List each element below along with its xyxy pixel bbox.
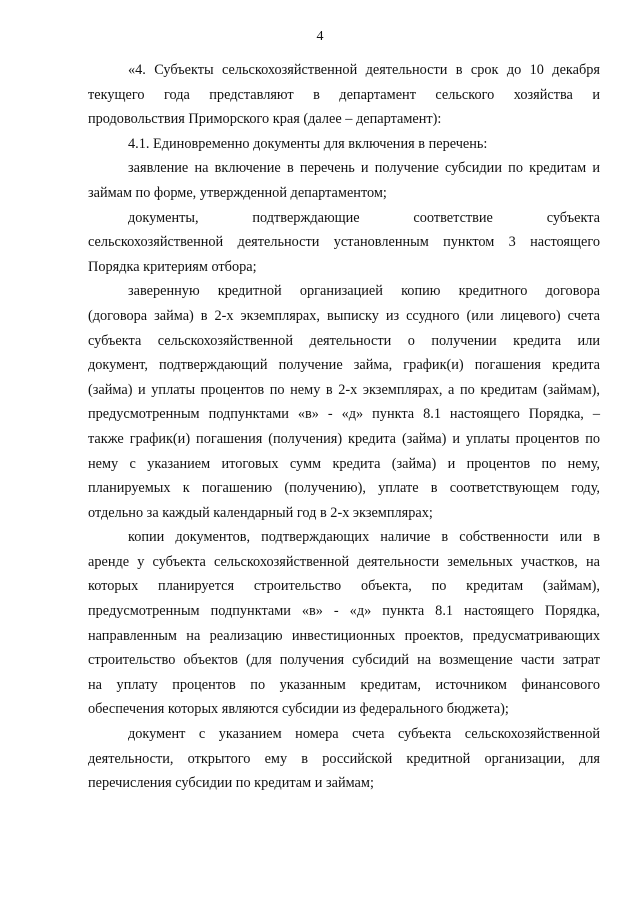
text-line: деятельности, открытого ему в российской кредитной организации, для xyxy=(88,750,600,767)
text-line: продовольствия Приморского края (далее – департамент): xyxy=(88,111,442,128)
paragraph xyxy=(88,206,600,280)
text-line: (договора займа) в 2-х экземплярах, выписку из ссудного (или лицевого) счета xyxy=(88,307,600,324)
text-line: документы, подтверждающие соответствие субъекта xyxy=(128,209,600,226)
text-line: строительство объектов (для получения субсидий на возмещение части затрат xyxy=(88,652,600,669)
text-line: которых планируется строительство объекта, по кредитам (займам), xyxy=(88,578,600,595)
text-line: перечисления субсидии по кредитам и займам; xyxy=(88,775,374,792)
text-line: нему с указанием итоговых сумм кредита (займа) и процентов по нему, xyxy=(88,455,600,472)
text-line: Порядка критериям отбора; xyxy=(88,258,257,275)
paragraph xyxy=(88,156,600,205)
text-line: также график(и) погашения (получения) кредита (займа) и уплаты процентов по xyxy=(88,430,600,447)
text-line: предусмотренным подпунктами «в» - «д» пункта 8.1 настоящего Порядка, – xyxy=(88,406,600,423)
paragraph xyxy=(88,722,600,796)
text-line: субъекта сельскохозяйственной деятельности о получении кредита или xyxy=(88,332,600,349)
text-line: текущего года представляют в департамент сельского хозяйства и xyxy=(88,86,600,103)
text-line: сельскохозяйственной деятельности установленным пунктом 3 настоящего xyxy=(88,234,600,251)
text-line: документ, подтверждающий получение займа, график(и) погашения кредита xyxy=(88,357,600,374)
text-line: направленным на реализацию инвестиционных проектов, предусматривающих xyxy=(88,627,600,644)
paragraph xyxy=(88,525,600,722)
text-line: предусмотренным подпунктами «в» - «д» пункта 8.1 настоящего Порядка, xyxy=(88,603,600,620)
text-line: «4. Субъекты сельскохозяйственной деятельности в срок до 10 декабря xyxy=(128,62,600,78)
text-line: на уплату процентов по указанным кредитам, источником финансового xyxy=(88,676,600,693)
paragraph xyxy=(88,58,600,132)
text-line: заверенную кредитной организацией копию кредитного договора xyxy=(128,283,600,300)
document-body xyxy=(88,58,600,796)
page-number: 4 xyxy=(316,29,324,44)
text-line: копии документов, подтверждающих наличие в собственности или в xyxy=(128,529,600,546)
paragraph xyxy=(88,132,600,157)
text-line: обеспечения которых являются субсидии из федерального бюджета); xyxy=(88,701,509,718)
text-line: отдельно за каждый календарный год в 2-х экземплярах; xyxy=(88,504,433,521)
text-line: аренде у субъекта сельскохозяйственной деятельности земельных участков, на xyxy=(88,553,600,570)
text-line: документ с указанием номера счета субъекта сельскохозяйственной xyxy=(128,726,600,743)
text-line: (займа) и уплаты процентов по нему в 2-х экземплярах, а по кредитам (займам), xyxy=(88,381,600,398)
text-line: 4.1. Единовременно документы для включения в перечень: xyxy=(128,135,488,152)
text-line: заявление на включение в перечень и получение субсидии по кредитам и xyxy=(128,160,600,177)
paragraph xyxy=(88,279,600,525)
text-line: планируемых к погашению (получению), уплате в соответствующем году, xyxy=(88,480,600,497)
text-line: займам по форме, утвержденной департаментом; xyxy=(88,184,387,201)
